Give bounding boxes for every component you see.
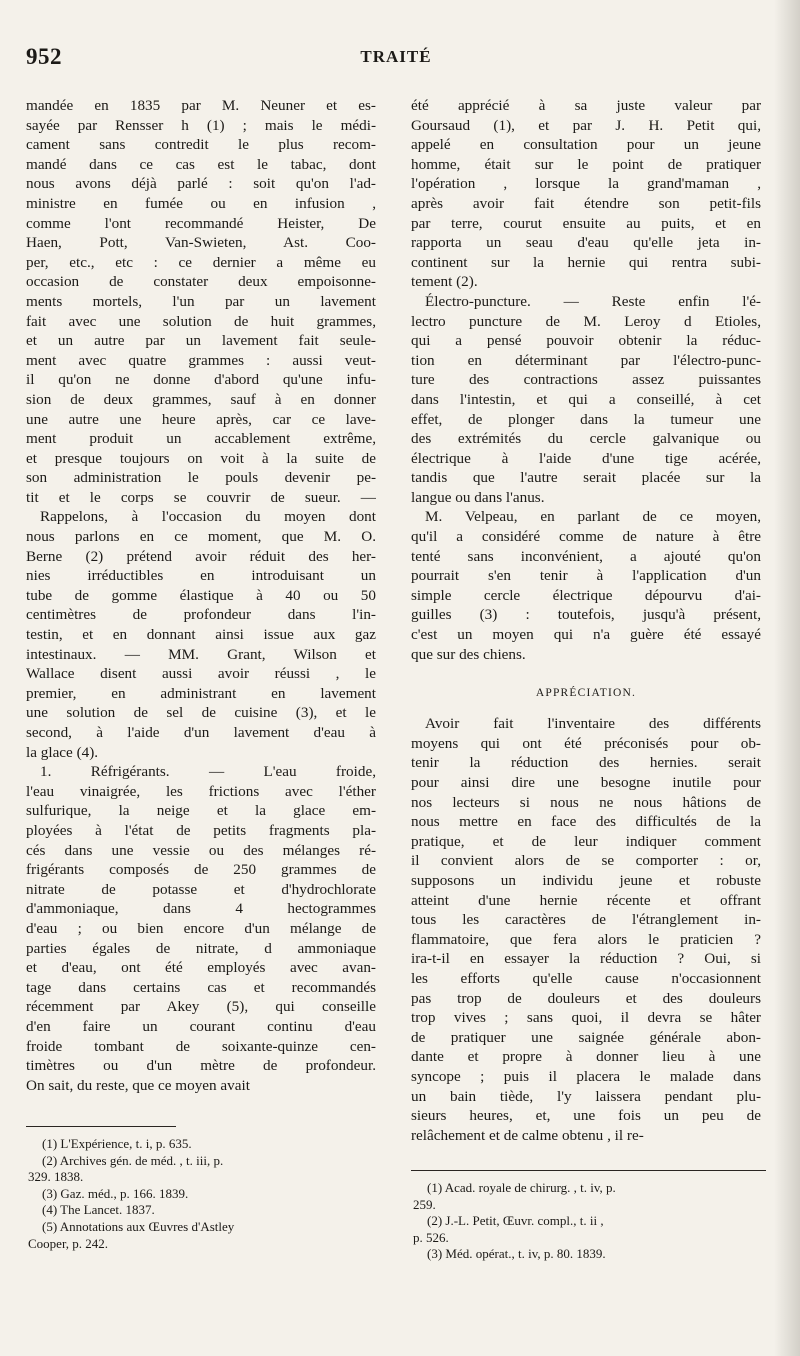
text-line: rapporta un seau d'eau qu'elle jeta in- [411, 234, 761, 252]
text-line: relâchement et de calme obtenu , il re- [411, 1126, 644, 1144]
text-line: homme, était sur le point de pratiquer [411, 155, 761, 173]
text-line: l'opération , lorsque la grand'maman , [411, 175, 761, 193]
text-line: et d'eau, ont été employés avec avan- [26, 959, 376, 977]
text-line: ments mortels, l'un par un lavement [26, 292, 376, 310]
text-line: atteint d'une hernie récente et offrant [411, 891, 761, 909]
text-line: froide tombant de soixante-quinze cen- [26, 1037, 376, 1055]
text-line: dans l'intestin, et qui a conseillé, à cet [411, 390, 761, 408]
text-line: flammatoire, que fera alors le praticien ? [411, 930, 761, 948]
text-line: supposons un individu jeune et robuste [411, 871, 761, 889]
footnote-line: 259. [413, 1196, 436, 1212]
text-line: d'ammoniaque, dans 4 hectogrammes [26, 900, 376, 918]
text-line: 1. Réfrigérants. — L'eau froide, [40, 763, 376, 781]
text-line: second, à l'aide d'un lavement d'eau à [26, 724, 376, 741]
text-line: les efforts qu'elle cause n'occasionnent [411, 969, 761, 987]
text-line: qui a pensé pouvoir obtenir la réduc- [411, 332, 761, 350]
text-line: testin, et en donnant ainsi issue aux gaz [26, 626, 376, 644]
text-line: per, etc., etc : ce dernier a même eu [26, 253, 376, 271]
text-line: On sait, du reste, que ce moyen avait [26, 1076, 250, 1094]
footnote-line: (5) Annotations aux Œuvres d'Astley [42, 1218, 235, 1234]
text-line: ture des contractions assez puissantes [411, 371, 761, 389]
text-line: par terre, courut ensuite au puits, et en [411, 214, 761, 232]
text-line: fait avec une solution de huit grammes, [26, 312, 376, 330]
text-line: ment avec quatre grammes : aussi veut- [26, 351, 376, 369]
text-line: Haen, Pott, Van-Swieten, Ast. Coo- [26, 234, 376, 252]
text-line: pour ainsi dire une besogne inutile pour [411, 774, 761, 791]
footnote-line: (1) L'Expérience, t. i, p. 635. [42, 1136, 192, 1151]
text-line: Avoir fait l'inventaire des différents [425, 715, 761, 733]
text-line: d'eau ; ou bien encore d'un mélange de [26, 919, 376, 937]
text-line: trop vives ; sans quoi, il devra se hâter [411, 1009, 761, 1027]
footnote-line: (1) Acad. royale de chirurg. , t. iv, p. [427, 1180, 616, 1195]
text-line: été apprécié à sa juste valeur par [411, 97, 761, 114]
text-line: l'eau vinaigrée, les frictions avec l'éther [26, 782, 376, 800]
text-line: nitrate de potasse et d'hydrochlorate [26, 880, 376, 898]
left-footnote-rule [26, 1126, 176, 1127]
text-line: nies irréductibles en introduisant un [26, 567, 376, 585]
text-line: ment produit un accablement extrême, [26, 430, 376, 448]
text-line: nos lecteurs si nous ne nous hâtions de [411, 793, 761, 811]
footnote-line: (3) Gaz. méd., p. 166. 1839. [42, 1185, 189, 1201]
text-line: qu'il a considéré comme de nature à être [411, 528, 761, 546]
footnote-line: 329. 1838. [28, 1169, 84, 1185]
text-line: sayée par Rensser h (1) ; mais le médi- [26, 116, 376, 134]
footnote-line: (3) Méd. opérat., t. iv, p. 80. 1839. [427, 1246, 606, 1262]
text-line: syncope ; puis il placera le malade dans [411, 1067, 761, 1085]
text-line: ployées à l'état de petits fragments pla- [26, 821, 376, 839]
text-line: cament sans contredit le plus recom- [26, 136, 376, 154]
right-footnotes [413, 1180, 758, 1263]
text-line: effet, de plonger dans la tumeur une [411, 410, 761, 428]
footnote-line: (2) Archives gén. de méd. , t. iii, p. [42, 1152, 224, 1168]
text-line: continent sur la hernie qui rentra subi- [411, 253, 761, 271]
text-line: nous parlons en ce moment, que M. O. [26, 528, 376, 546]
footnote-line: p. 526. [413, 1229, 449, 1245]
text-line: de pratiquer une saignée générale abon- [411, 1028, 761, 1046]
text-line: M. Velpeau, en parlant de ce moyen, [425, 508, 761, 526]
text-line: la glace (4). [26, 743, 99, 761]
text-line: Électro-puncture. — Reste enfin l'é- [425, 292, 761, 310]
text-line: pas trop de douleurs et des douleurs [411, 989, 761, 1007]
page-header [26, 44, 766, 74]
text-line: après avoir fait étendre son petit-fils [411, 194, 761, 212]
footnote-line: (2) J.-L. Petit, Œuvr. compl., t. ii , [427, 1213, 604, 1229]
page-edge-shadow [774, 0, 800, 1356]
text-line: tit et le corps se couvrir de sueur. — [26, 488, 376, 506]
text-line: tous les caractères de l'étranglement in- [411, 911, 761, 929]
text-line: nous mettre en face des difficultés de la [411, 813, 761, 831]
text-line: sulfurique, la neige et la glace em- [26, 802, 376, 820]
running-title: TRAITÉ [360, 47, 432, 66]
text-line: lectro puncture de M. Leroy d Etioles, [411, 312, 761, 330]
text-line: moyens qui ont été préconisés pour ob- [411, 734, 761, 752]
text-line: son administration le pouls devenir pe- [26, 469, 376, 487]
text-line: intestinaux. — MM. Grant, Wilson et [26, 645, 376, 663]
text-line: tube de gomme élastique à 40 ou 50 [26, 586, 376, 604]
text-line: récemment par Akey (5), qui conseille [26, 998, 376, 1016]
text-line: sieurs heures, et, une fois un peu de [411, 1107, 761, 1125]
text-line: pourrait s'en tenir à l'application d'un [411, 567, 761, 585]
text-line: il qu'on ne donne d'abord qu'une infu- [26, 371, 376, 389]
text-line: mandée en 1835 par M. Neuner et es- [26, 97, 376, 114]
text-line: dante et propre à donner lieu à une [411, 1048, 761, 1066]
text-line: tenir la réduction des hernies. serait [411, 754, 761, 772]
text-line: que sur des chiens. [411, 645, 526, 663]
text-line: pratique, et de leur indiquer comment [411, 832, 761, 850]
page-number: 952 [26, 44, 62, 69]
text-line: tenté sans inconvénient, a ajouté qu'on [411, 547, 761, 565]
text-line: d'en faire un courant continu d'eau [26, 1017, 376, 1035]
text-line: simple cercle électrique dépourvu d'ai- [411, 586, 761, 604]
footnote-line: (4) The Lancet. 1837. [42, 1202, 155, 1218]
text-line: premier, en administrant en lavement [26, 684, 376, 702]
text-line: mandé dans ce cas est le tabac, dont [26, 155, 376, 173]
left-footnotes [28, 1136, 373, 1252]
left-column [26, 96, 376, 1095]
text-line: comme l'ont recommandé Heister, De [26, 214, 376, 232]
text-line: une solution de sel de cuisine (3), et le [26, 704, 376, 722]
text-line: frigérants composés de 250 grammes de [26, 861, 376, 879]
text-line: parties égales de nitrate, d ammoniaque [26, 939, 376, 957]
text-line: tage dans certains cas et recommandés [26, 978, 376, 996]
text-line: centimètres de profondeur dans l'in- [26, 606, 376, 624]
text-line: sion de deux grammes, sauf à en donner [26, 390, 376, 408]
right-footnote-rule [411, 1170, 766, 1171]
text-line: un bain tiède, l'y laissera pendant plu- [411, 1087, 761, 1105]
text-line: langue ou dans l'anus. [411, 488, 545, 506]
text-line: guilles (3) : toutefois, jusqu'à présent, [411, 606, 761, 624]
text-line: des extrémités du cercle galvanique ou [411, 430, 761, 448]
footnote-line: Cooper, p. 242. [28, 1235, 108, 1251]
text-line: appelé en consultation pour un jeune [411, 136, 761, 154]
text-line: Wallace disent aussi avoir réussi , le [26, 665, 376, 683]
text-line: une autre une heure après, car ce lave- [26, 410, 376, 428]
text-line: Rappelons, à l'occasion du moyen dont [40, 508, 376, 526]
right-column [411, 96, 761, 1145]
text-line: et un autre par un lavement fait seule- [26, 332, 376, 350]
text-line: ministre en fumée ou en infusion , [26, 194, 376, 212]
text-line: nous avons déjà parlé : soit qu'on l'ad- [26, 175, 376, 193]
text-line: électrique à l'aide d'une tige acérée, [411, 449, 761, 467]
text-line: cés dans une vessie ou des mélanges ré- [26, 841, 376, 859]
text-line: Goursaud (1), et par J. H. Petit qui, [411, 116, 761, 134]
text-line: et presque toujours on voit à la suite de [26, 449, 376, 467]
text-line: Berne (2) prétend avoir réduit des her- [26, 547, 376, 565]
section-heading: APPRÉCIATION. [535, 687, 637, 700]
text-line: timètres ou d'un mètre de profondeur. [26, 1057, 376, 1075]
text-line: c'est un moyen qui n'a guère été essayé [411, 626, 761, 644]
text-line: tement (2). [411, 273, 478, 291]
text-line: tandis que l'autre serait placée sur la [411, 469, 761, 487]
text-line: occasion de constater deux empoisonne- [26, 273, 376, 291]
text-line: tion en déterminant par l'électro-punc- [411, 351, 761, 369]
text-line: ira-t-il en essayer la réduction ? Oui, si [411, 950, 761, 968]
text-line: il convient alors de se comporter : or, [411, 852, 761, 870]
